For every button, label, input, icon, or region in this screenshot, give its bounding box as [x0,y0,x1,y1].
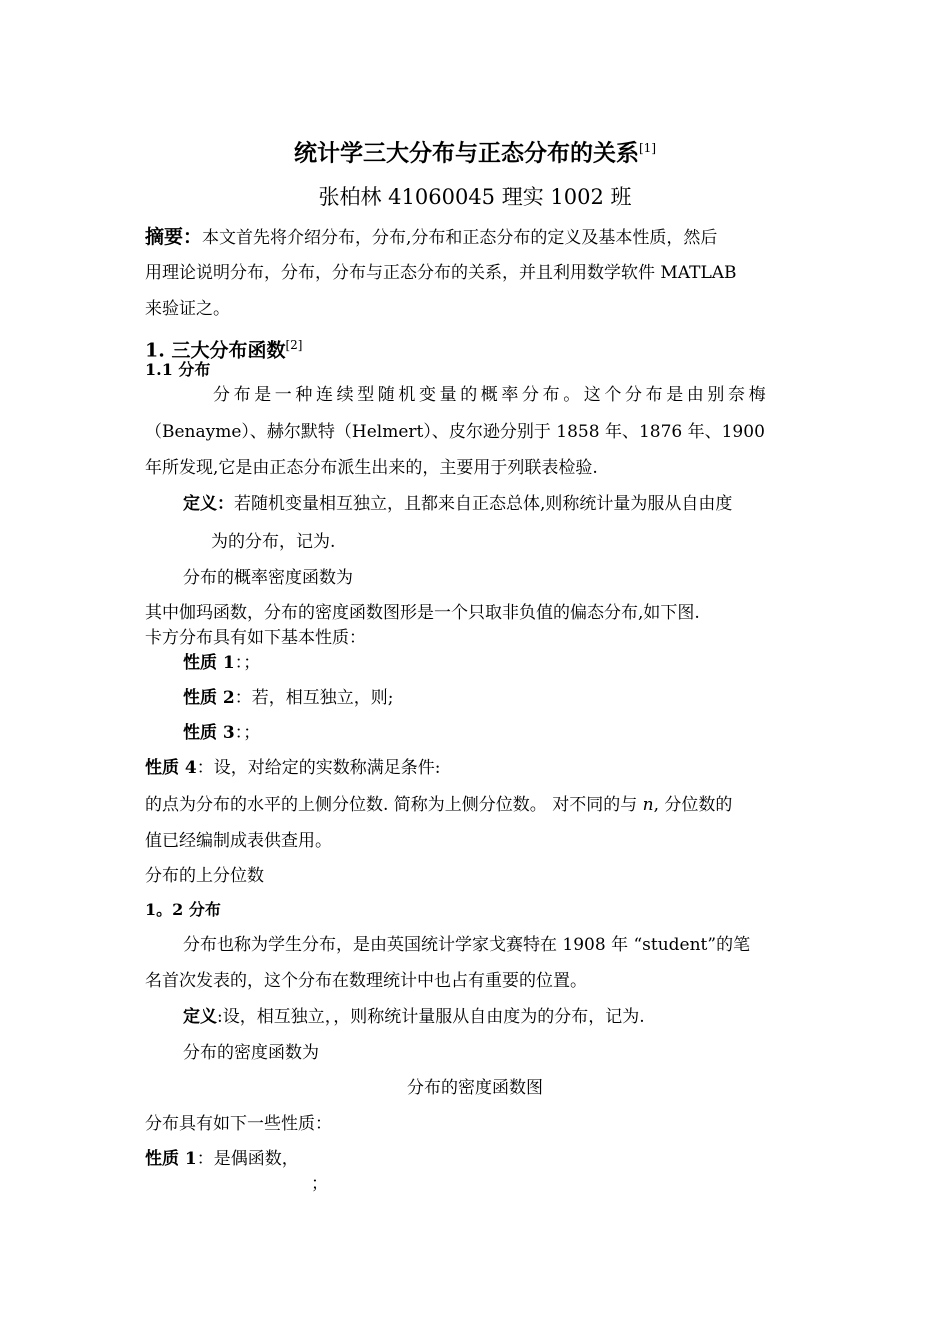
t-definition-line: 定义:设，相互独立，，则称统计量服从自由度为的分布，记为. [183,1007,645,1027]
t-properties-intro: 分布具有如下一些性质： [145,1114,332,1134]
chi-intro-line-1: 分布是一种连续型随机变量的概率分布。这个分布是由别奈梅 [213,385,770,405]
abstract-line-2: 用理论说明分布，分布，分布与正态分布的关系，并且利用数学软件 MATLAB [145,263,737,283]
subsection-1-1-heading: 1.1 分布 [145,360,211,379]
chi-property-4-line-2: 的点为分布的水平的上侧分位数. 简称为上侧分位数。 对不同的与 n, 分位数的 [145,795,733,815]
chi-intro-line-2: （Benayme）、赫尔默特（Helmert）、皮尔逊分别于 1858 年、1876 年、1900 [145,422,765,442]
definition-label: 定义： [183,494,234,514]
chi-property-4: 性质 4：设，对给定的实数称满足条件: [145,758,441,778]
chi-definition-line-1: 定义：若随机变量相互独立，且都来自正态总体,则称统计量为服从自由度 [183,494,733,514]
chi-property-4-line-3: 值已经编制成表供查用。 [145,831,332,851]
chi-quantile-caption: 分布的上分位数 [145,866,264,886]
chi-property-2: 性质 2：若，相互独立，则; [183,688,394,708]
chi-gamma-line: 其中伽玛函数，分布的密度函数图形是一个只取非负值的偏态分布,如下图. [145,603,700,623]
subsection-1-2-heading: 1。2 分布 [145,900,221,919]
author-line: 张柏林 41060045 理实 1002 班 [318,185,632,209]
abstract-line-3: 来验证之。 [145,299,230,319]
chi-property-3: 性质 3：； [183,723,261,743]
t-figure-caption: 分布的密度函数图 [407,1078,543,1098]
t-intro-line-1: 分布也称为学生分布，是由英国统计学家戈赛特在 1908 年 “student”的笔 [183,935,751,955]
chi-intro-line-3: 年所发现,它是由正态分布派生出来的，主要用于列联表检验. [145,458,598,478]
t-property-1: 性质 1：是偶函数， [145,1149,299,1169]
abstract-label: 摘要： [145,226,203,248]
variable-n: n [642,795,654,815]
abstract-line-1: 摘要：本文首先将介绍分布，分布,分布和正态分布的定义及基本性质，然后 [145,226,718,248]
t-density-line: 分布的密度函数为 [183,1043,319,1063]
chi-density-line: 分布的概率密度函数为 [183,568,353,588]
page-title: 统计学三大分布与正态分布的关系[1] [294,139,656,167]
chi-properties-intro: 卡方分布具有如下基本性质： [145,628,366,648]
section-1-heading: 1. 三大分布函数[2] [145,338,303,362]
section-1-citation: [2] [285,338,303,352]
t-property-1-continuation: ； [311,1174,328,1194]
t-intro-line-2: 名首次发表的，这个分布在数理统计中也占有重要的位置。 [145,971,587,991]
chi-property-1: 性质 1：； [183,653,261,673]
title-citation: [1] [639,141,656,155]
chi-definition-line-2: 为的分布，记为. [211,532,336,552]
